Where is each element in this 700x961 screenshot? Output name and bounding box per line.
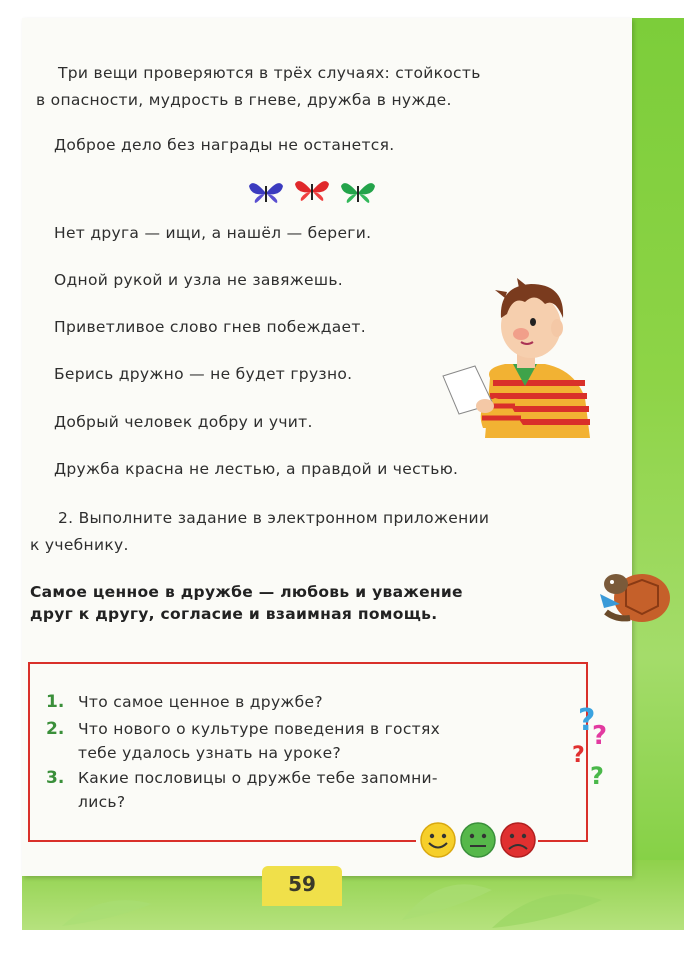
page-number: 59 — [288, 872, 316, 896]
smiley-sad-icon — [501, 823, 535, 857]
turtle-icon — [596, 560, 676, 634]
proverb-3: Нет друга — ищи, а нашёл — береги. — [54, 224, 372, 242]
question-2-line-2: тебе удалось узнать на уроке? — [78, 744, 341, 762]
proverb-4: Одной рукой и узла не завяжешь. — [54, 271, 343, 289]
proverb-8: Дружба красна не лестью, а правдой и честью. — [54, 460, 459, 478]
question-3-line-2: лись? — [78, 793, 126, 811]
questions-box-bottom-border — [28, 840, 416, 842]
proverb-1-line-1: Три вещи проверяются в трёх случаях: стойкость — [58, 64, 481, 82]
question-2-line-1: Что нового о культуре поведения в гостях — [78, 720, 441, 738]
svg-text:?: ? — [590, 762, 604, 790]
task-line-2: к учебнику. — [30, 536, 129, 554]
proverb-5: Приветливое слово гнев побеждает. — [54, 318, 366, 336]
butterflies-icon — [245, 174, 385, 214]
proverb-7: Добрый человек добру и учит. — [54, 413, 313, 431]
smiley-neutral-icon — [461, 823, 495, 857]
proverb-2: Доброе дело без награды не останется. — [54, 136, 395, 154]
proverb-1-line-2: в опасности, мудрость в гневе, дружба в нужде. — [36, 91, 452, 109]
question-number: 1. — [46, 692, 65, 712]
svg-text:?: ? — [592, 721, 608, 751]
task-line-1: 2. Выполните задание в электронном приложении — [58, 509, 490, 527]
boy-illustration — [435, 278, 595, 447]
question-3-line-1: Какие пословицы о дружбе тебе запомни- — [78, 769, 438, 787]
conclusion-line-1: Самое ценное в дружбе — любовь и уважение — [30, 583, 463, 601]
smiley-happy-icon — [421, 823, 455, 857]
question-marks-icon — [566, 700, 616, 794]
questions-box-bottom-border-right — [538, 840, 586, 842]
svg-text:?: ? — [578, 703, 596, 738]
question-number: 2. — [46, 719, 65, 739]
smileys-group — [418, 820, 542, 864]
proverb-6: Берись дружно — не будет грузно. — [54, 365, 353, 383]
question-1-line-1: Что самое ценное в дружбе? — [78, 693, 323, 711]
question-number: 3. — [46, 768, 65, 788]
green-side-strip — [628, 18, 684, 930]
svg-text:?: ? — [572, 743, 585, 768]
conclusion-line-2: друг к другу, согласие и взаимная помощь. — [30, 605, 438, 623]
